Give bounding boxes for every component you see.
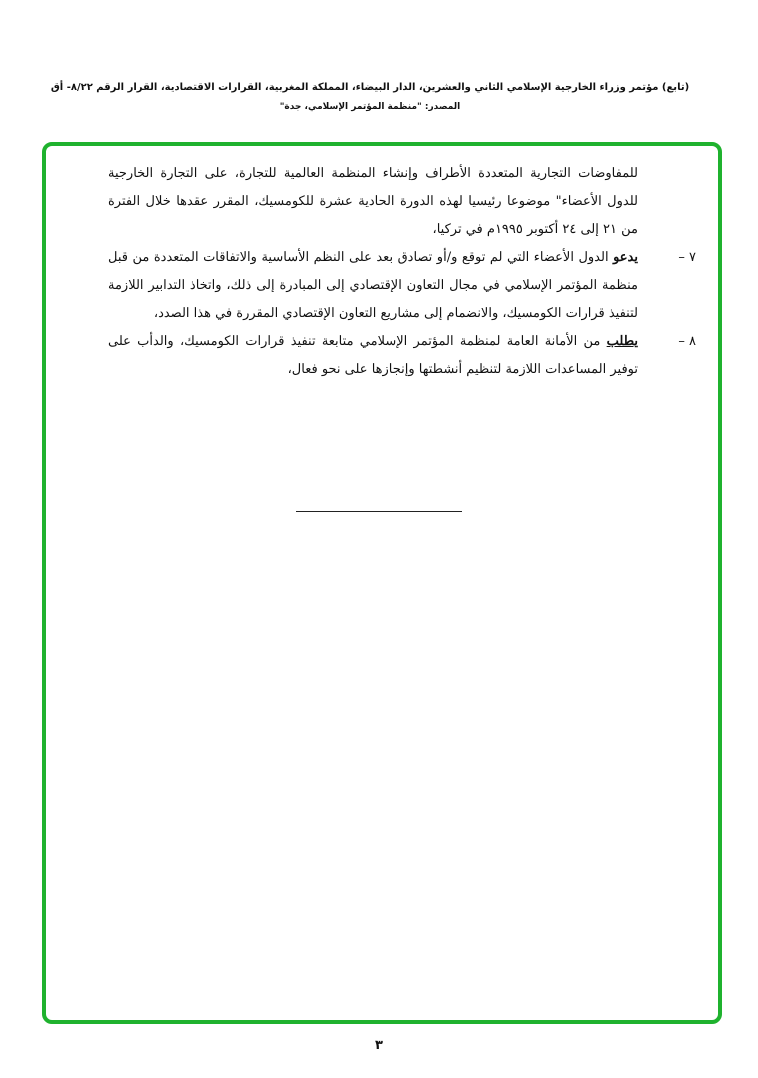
header-source [40,100,700,114]
end-divider-line [296,511,462,512]
page-number: ٣ [375,1038,383,1053]
continuation-paragraph: للمفاوضات التجارية المتعددة الأطراف وإنشاء المنظمة العالمية للتجارة، على التجارة الخارجية للدول الأعضاء" موضوعا رئيسيا لهذه الدورة الحادية عشرة للكومسيك، المقرر عقدها خلال الفترة من ٢١ إلى ٢٤ أكتوبر ١٩٩٥م في تركيا، [108,166,638,237]
resolution-item-7 [108,244,696,328]
item-number: ٨ – [678,334,696,349]
header-title: (تابع) مؤتمر وزراء الخارجية الإسلامي الثاني والعشرين، الدار البيضاء، المملكة المغربية، القرارات الاقتصادية، القرار الرقم ٨/٢٢- أق [50,82,690,93]
document-body [108,160,696,384]
item-keyword: يدعو [613,250,638,265]
item-text: الدول الأعضاء التي لم توقع و/أو تصادق بعد على النظم الأساسية والاتفاقات المتعددة من قبل منظمة المؤتمر الإسلامي في مجال التعاون الإقتصادي إلى المبادرة إلى ذلك، واتخاذ التدابير اللازمة لتنفيذ قرارات الكومسيك، والانضمام إلى مشاريع التعاون الإقتصادي المقررة في هذا الصدد، [108,250,638,321]
source-value: "منظمة المؤتمر الإسلامي، جدة" [279,102,422,112]
document-header [40,80,700,114]
source-label: المصدر: [424,102,461,112]
item-keyword: يطلب [606,334,638,349]
resolution-item-8 [108,328,696,384]
item-text: من الأمانة العامة لمنظمة المؤتمر الإسلامي متابعة تنفيذ قرارات الكومسيك، والدأب على توفير المساعدات اللازمة لتنظيم أنشطتها وإنجازها على نحو فعال، [108,334,638,377]
item-number: ٧ – [678,250,696,265]
